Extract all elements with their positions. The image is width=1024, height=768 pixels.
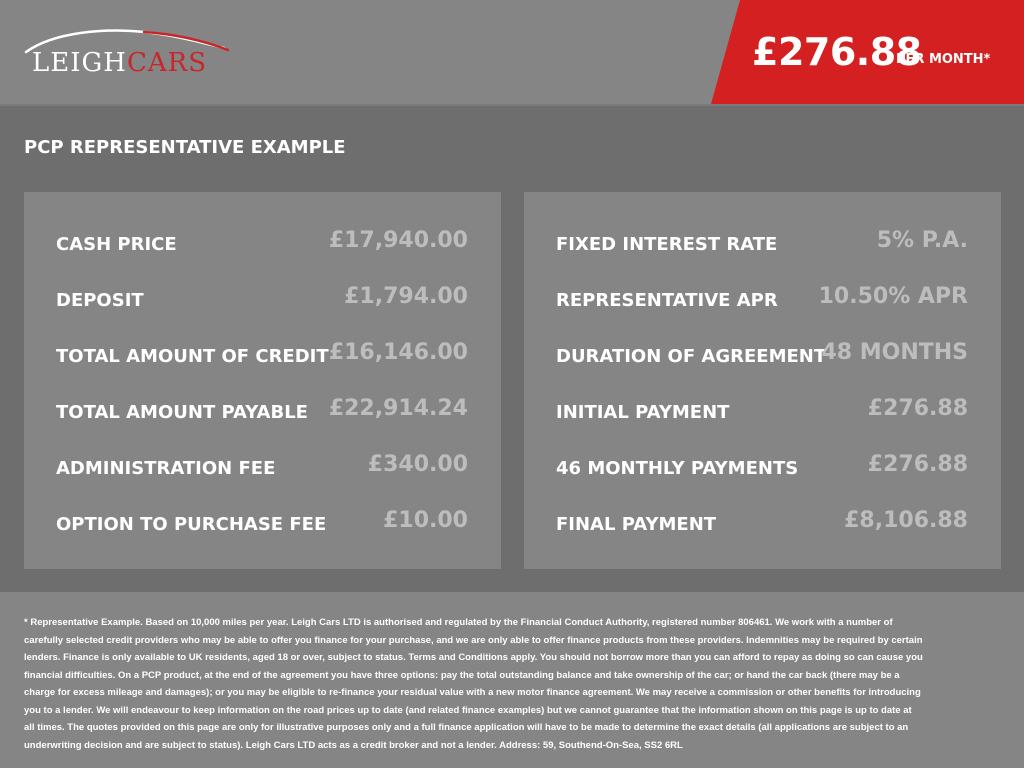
finance-row-deposit	[56, 284, 468, 316]
row-label: INITIAL PAYMENT	[556, 402, 730, 423]
row-label: OPTION TO PURCHASE FEE	[56, 514, 327, 535]
finance-panel-right	[524, 192, 1001, 569]
finance-panel-left	[24, 192, 501, 569]
finance-row-final-payment	[556, 508, 968, 540]
section-title: PCP REPRESENTATIVE EXAMPLE	[24, 137, 346, 158]
row-label: DURATION OF AGREEMENT	[556, 346, 827, 367]
row-label: 46 MONTHLY PAYMENTS	[556, 458, 799, 479]
logo-cars-text: CARS	[126, 48, 208, 78]
finance-row-admin-fee	[56, 452, 468, 484]
finance-row-apr	[556, 284, 968, 316]
leigh-cars-logo[interactable]	[24, 26, 234, 82]
finance-row-total-payable	[56, 396, 468, 428]
row-value: £8,106.88	[844, 508, 968, 533]
row-value: 5% P.A.	[876, 228, 968, 253]
header-divider	[0, 104, 1024, 106]
finance-row-interest-rate	[556, 228, 968, 260]
row-label: CASH PRICE	[56, 234, 177, 255]
finance-row-duration	[556, 340, 968, 372]
row-value: £340.00	[367, 452, 468, 477]
finance-row-option-fee	[56, 508, 468, 540]
row-value: 48 MONTHS	[821, 340, 968, 365]
row-label: TOTAL AMOUNT OF CREDIT	[56, 346, 329, 367]
finance-row-monthly-payments	[556, 452, 968, 484]
logo-wordmark	[32, 48, 207, 78]
row-value: 10.50% APR	[818, 284, 968, 309]
row-value: £10.00	[383, 508, 468, 533]
row-value: £1,794.00	[344, 284, 468, 309]
row-value: £16,146.00	[328, 340, 468, 365]
row-value: £17,940.00	[328, 228, 468, 253]
monthly-price: £276.88	[752, 30, 922, 74]
footer	[0, 592, 1024, 768]
row-value: £22,914.24	[328, 396, 468, 421]
finance-row-cash-price	[56, 228, 468, 260]
row-label: DEPOSIT	[56, 290, 144, 311]
row-label: REPRESENTATIVE APR	[556, 290, 778, 311]
finance-row-initial-payment	[556, 396, 968, 428]
disclaimer-text: * Representative Example. Based on 10,000 miles per year. Leigh Cars LTD is authorised and regulated by the Financial Conduct Authority, registered number 806461. We work with a number of carefully selected credit providers who may be able to offer you finance for your purchase, and we are only able to offer finance products from these providers. Indemnities may be required by certain lenders. Finance is only available to UK residents, aged 18 or over, subject to status. Terms and Conditions apply. You should not borrow more than you can afford to repay as doing so can cause you financial difficulties. On a PCP product, at the end of the agreement you have three options: pay the total outstanding balance and take ownership of the car; or hand the car back (there may be a charge for excess mileage and damages); or you may be eligible to re-finance your residual value with a new motor finance agreement. We may receive a commission or other benefits for introducing you to a lender. We will endeavour to keep information on the road prices up to date (and related finance examples) but we cannot guarantee that the information shown on this page is up to date at all times. The quotes provided on this page are only for illustrative purposes only and a full finance application will have to be made to determine the exact details (all applications are subject to an underwriting decision and are subject to status). Leigh Cars LTD acts as a credit broker and not a lender. Address: 59, Southend-On-Sea, SS2 6RL	[24, 617, 923, 751]
row-label: FIXED INTEREST RATE	[556, 234, 778, 255]
logo-leigh-text: LEIGH	[32, 48, 127, 78]
finance-row-total-credit	[56, 340, 468, 372]
row-label: TOTAL AMOUNT PAYABLE	[56, 402, 308, 423]
row-value: £276.88	[867, 396, 968, 421]
row-value: £276.88	[867, 452, 968, 477]
row-label: ADMINISTRATION FEE	[56, 458, 276, 479]
per-month-label: PER MONTH*	[896, 52, 991, 67]
row-label: FINAL PAYMENT	[556, 514, 717, 535]
